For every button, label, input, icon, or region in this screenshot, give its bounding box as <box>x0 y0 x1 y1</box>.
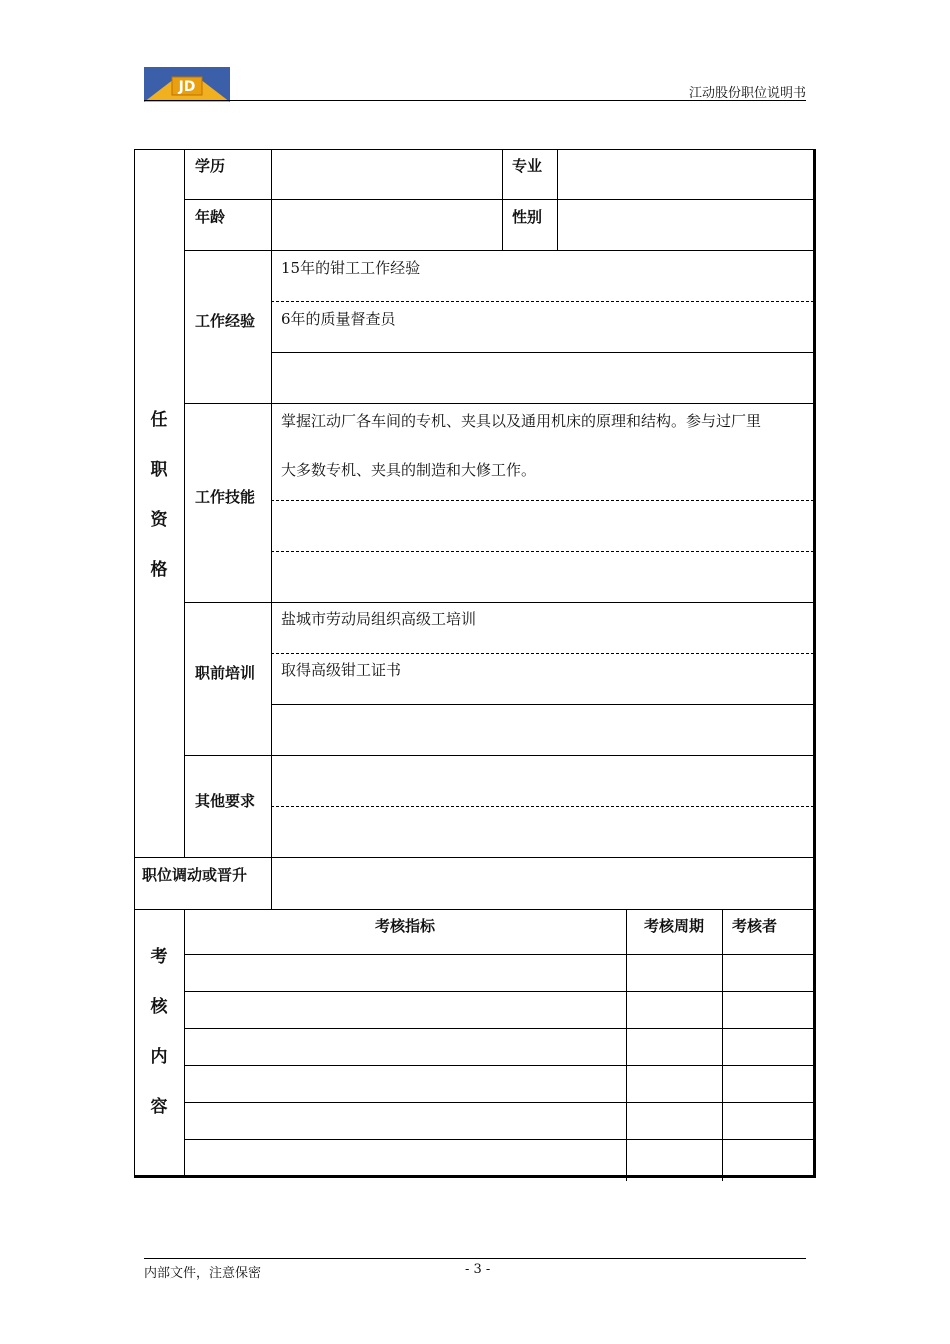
experience-label: 工作经验 <box>195 312 256 330</box>
skills-line: 大多数专机、夹具的制造和大修工作。 <box>281 461 537 479</box>
assess-row-line <box>184 991 814 992</box>
dashed-line <box>271 653 814 654</box>
assess-row-line <box>184 1139 814 1140</box>
row-line <box>184 250 814 251</box>
major-label: 专业 <box>512 157 543 175</box>
row-line <box>134 909 814 910</box>
age-label: 年龄 <box>195 208 226 226</box>
section-label-qualifications <box>134 395 184 595</box>
col-divider-label <box>271 149 272 909</box>
dashed-line <box>271 352 814 353</box>
col-divider-assess-left <box>184 909 185 1178</box>
footer-divider <box>144 1258 806 1259</box>
training-label: 职前培训 <box>195 664 256 682</box>
training-line: 取得高级钳工证书 <box>281 661 402 679</box>
dashed-line <box>271 704 814 705</box>
page-number: - 3 - <box>465 1262 491 1277</box>
section-label-char: 容 <box>150 1097 168 1117</box>
section-label-assessment <box>134 932 184 1132</box>
section-label-char: 格 <box>150 560 168 580</box>
column-header-period: 考核周期 <box>643 917 704 935</box>
confidential-note: 内部文件，注意保密 <box>144 1266 262 1281</box>
assess-row-line <box>184 954 814 955</box>
assess-row-line <box>184 1065 814 1066</box>
other-requirements-label: 其他要求 <box>195 792 256 810</box>
row-line <box>184 199 814 200</box>
row-line <box>184 755 814 756</box>
dashed-line <box>271 500 814 501</box>
dashed-line <box>271 551 814 552</box>
transfer-label: 职位调动或晋升 <box>142 866 248 884</box>
col-divider-left <box>184 149 185 857</box>
skills-label: 工作技能 <box>195 488 256 506</box>
document-title: 江动股份职位说明书 <box>688 86 806 101</box>
column-header-indicator: 考核指标 <box>374 917 435 935</box>
dashed-line <box>271 806 814 807</box>
experience-line: 15年的钳工工作经验 <box>281 259 421 277</box>
experience-line: 6年的质量督查员 <box>281 310 396 328</box>
col-divider-period <box>626 909 627 1181</box>
education-label: 学历 <box>195 157 226 175</box>
section-label-char: 资 <box>150 510 168 530</box>
section-label-char: 核 <box>150 997 168 1017</box>
row-line <box>184 403 814 404</box>
section-label-char: 内 <box>150 1047 168 1067</box>
company-logo <box>144 67 230 102</box>
logo-text: JD <box>178 79 196 95</box>
assess-row-line <box>184 1102 814 1103</box>
column-header-assessor: 考核者 <box>732 917 778 935</box>
gender-label: 性别 <box>512 208 543 226</box>
section-label-char: 职 <box>150 460 168 480</box>
row-line <box>184 602 814 603</box>
section-label-char: 任 <box>150 410 168 430</box>
assess-row-line <box>184 1028 814 1029</box>
skills-line: 掌握江动厂各车间的专机、夹具以及通用机床的原理和结构。参与过厂里 <box>281 412 762 430</box>
section-label-char: 考 <box>150 947 168 967</box>
row-line <box>134 857 814 858</box>
training-line: 盐城市劳动局组织高级工培训 <box>281 610 477 628</box>
dashed-line <box>271 301 814 302</box>
header-divider <box>144 100 806 101</box>
col-divider-assessor <box>722 909 723 1181</box>
